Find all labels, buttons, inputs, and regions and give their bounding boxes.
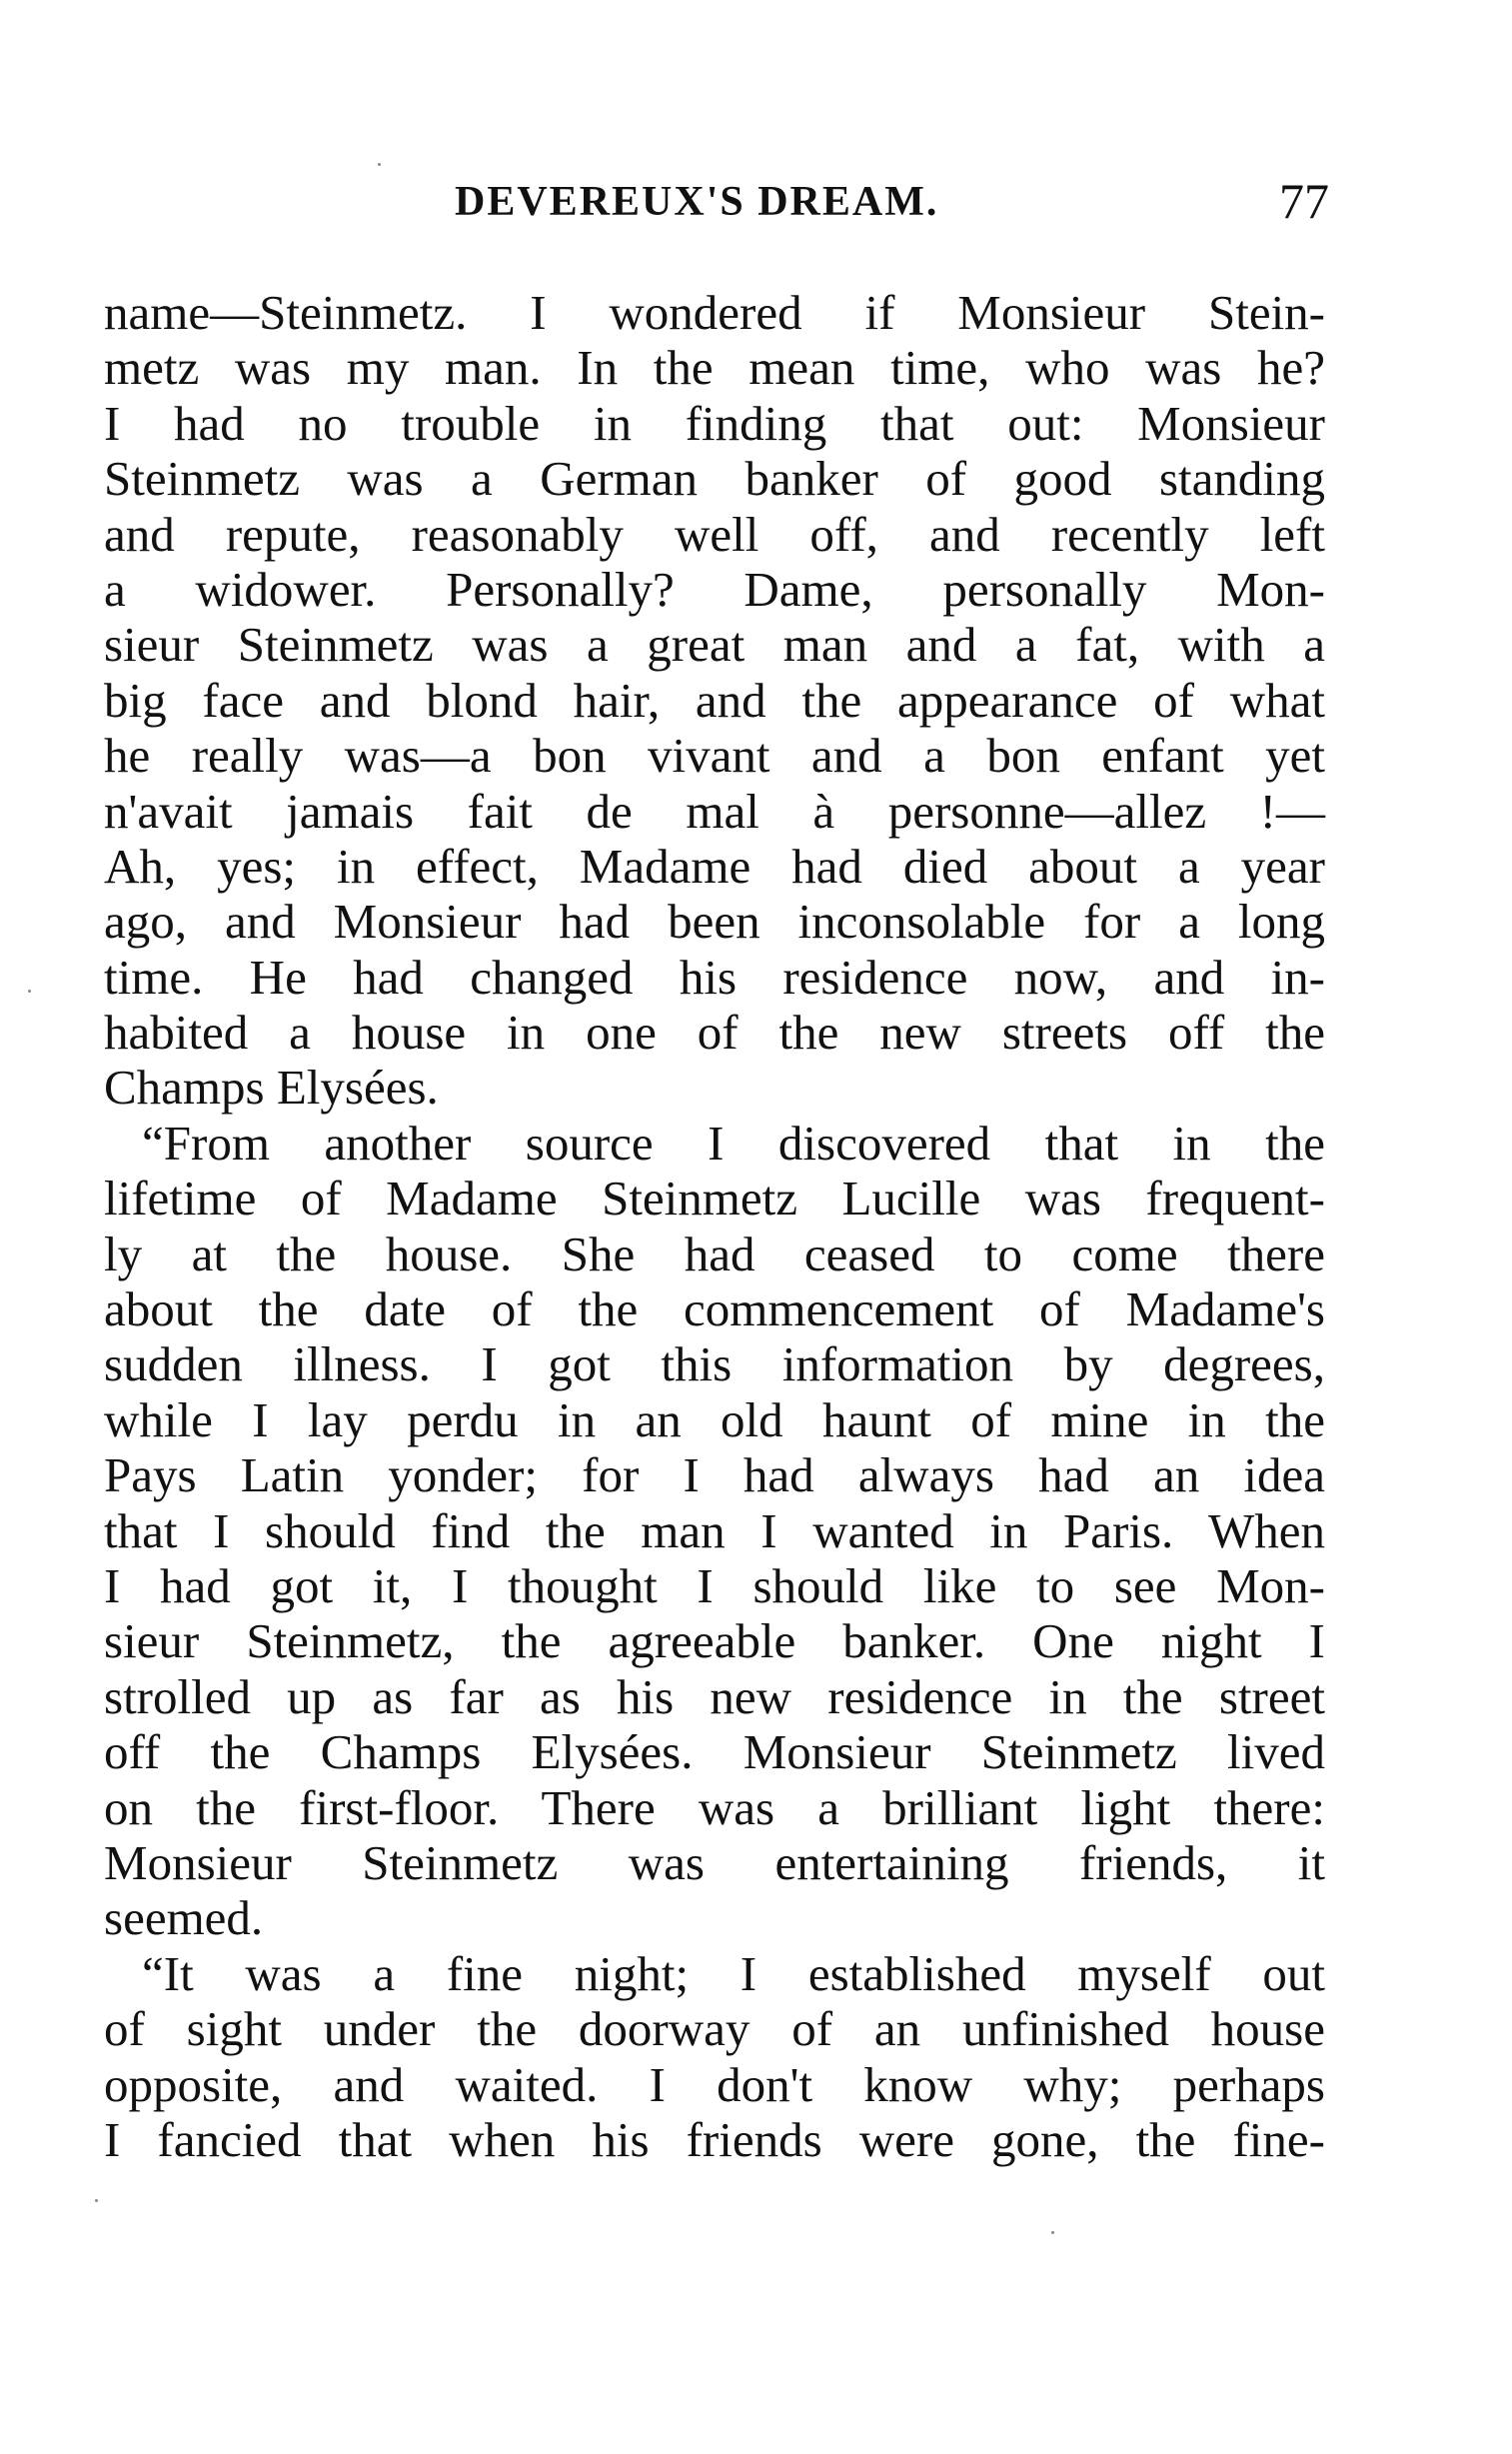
text-line: seemed.: [104, 1890, 264, 1946]
print-speck: [95, 2199, 98, 2202]
text-line: while I lay perdu in an old haunt of mine in the: [104, 1391, 1325, 1447]
text-line: big face and blond hair, and the appearance of what: [104, 672, 1325, 728]
print-speck: [28, 990, 31, 993]
body-text: [104, 285, 1325, 2167]
text-line: n'avait jamais fait de mal à personne—allez !—: [104, 783, 1325, 839]
running-title: DEVEREUX'S DREAM.: [455, 179, 939, 225]
text-line: time. He had changed his residence now, and in-: [104, 949, 1325, 1005]
text-line: “It was a fine night; I established myself out: [142, 1945, 1325, 2001]
text-line: ly at the house. She had ceased to come there: [104, 1226, 1325, 1281]
text-line: sieur Steinmetz was a great man and a fat, with a: [104, 617, 1325, 673]
text-line: and repute, reasonably well off, and recently left: [104, 506, 1325, 562]
text-line: habited a house in one of the new streets off the: [104, 1005, 1325, 1061]
print-speck: [378, 163, 381, 166]
text-line: I had no trouble in finding that out: Monsieur: [104, 395, 1325, 451]
text-line: Ah, yes; in effect, Madame had died about a year: [104, 838, 1325, 894]
text-line: Monsieur Steinmetz was entertaining friends, it: [104, 1834, 1325, 1890]
text-line: Champs Elysées.: [104, 1060, 439, 1116]
text-line: I had got it, I thought I should like to see Mon-: [104, 1557, 1325, 1613]
text-line: of sight under the doorway of an unfinished house: [104, 2001, 1325, 2057]
text-line: that I should find the man I wanted in Paris. When: [104, 1502, 1325, 1558]
page-number: 77: [1279, 173, 1329, 229]
print-speck: [1051, 2231, 1054, 2234]
text-line: lifetime of Madame Steinmetz Lucille was frequent-: [104, 1171, 1325, 1227]
text-line: about the date of the commencement of Madame's: [104, 1281, 1325, 1337]
running-header: [100, 173, 1329, 238]
text-line: “From another source I discovered that in the: [142, 1115, 1325, 1171]
text-line: I fancied that when his friends were gone, the fine-: [104, 2111, 1325, 2167]
text-line: sudden illness. I got this information by degrees,: [104, 1336, 1325, 1392]
text-line: opposite, and waited. I don't know why; perhaps: [104, 2056, 1325, 2112]
text-line: on the first-floor. There was a brilliant light there:: [104, 1779, 1325, 1835]
text-line: strolled up as far as his new residence in the street: [104, 1668, 1325, 1724]
text-line: sieur Steinmetz, the agreeable banker. One night I: [104, 1613, 1325, 1669]
text-line: ago, and Monsieur had been inconsolable for a long: [104, 894, 1325, 950]
text-line: metz was my man. In the mean time, who was he?: [104, 340, 1325, 396]
text-line: he really was—a bon vivant and a bon enfant yet: [104, 728, 1325, 784]
text-line: Pays Latin yonder; for I had always had an idea: [104, 1447, 1325, 1503]
text-line: a widower. Personally? Dame, personally Mon-: [104, 561, 1325, 617]
text-line: off the Champs Elysées. Monsieur Steinmetz lived: [104, 1724, 1325, 1780]
text-line: Steinmetz was a German banker of good standing: [104, 451, 1325, 507]
text-line: name—Steinmetz. I wondered if Monsieur Stein-: [104, 285, 1325, 340]
